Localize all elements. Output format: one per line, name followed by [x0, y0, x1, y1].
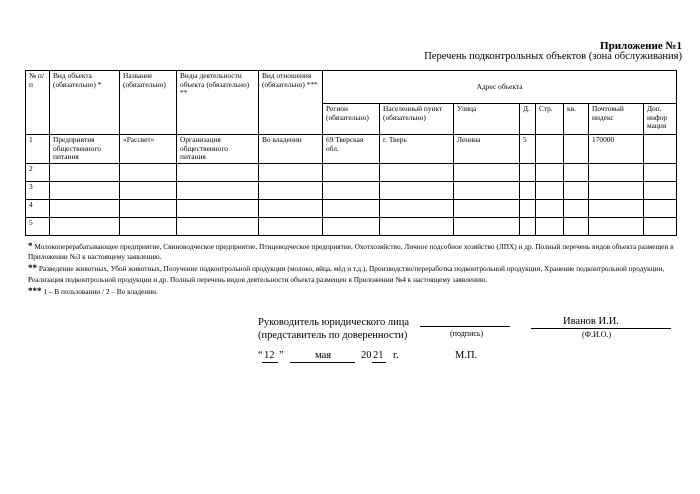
- header-postcode: Почтовый индекс: [589, 104, 644, 135]
- table-row: [26, 135, 677, 164]
- header-extra: Доп. инфор мация: [644, 104, 677, 135]
- table-row: [26, 163, 677, 181]
- signature-caption: (подпись): [450, 329, 484, 338]
- cell-relation: [259, 163, 323, 181]
- cell-locality: [380, 199, 454, 217]
- header-building: Стр.: [536, 104, 564, 135]
- cell-street: [454, 199, 520, 217]
- signer-subtitle: (представитель по доверенности): [258, 330, 408, 341]
- cell-activity: [177, 199, 259, 217]
- signature-line: [420, 326, 510, 327]
- header-activity: Виды деятельности объекта (обязательно) **: [177, 71, 259, 135]
- cell-apartment: [564, 217, 589, 235]
- cell-name: [120, 199, 177, 217]
- table-row: [26, 217, 677, 235]
- date-year-line: [372, 362, 386, 363]
- cell-street: Ленина: [454, 135, 520, 164]
- cell-building: [536, 199, 564, 217]
- objects-table: [25, 70, 677, 236]
- seal-label: М.П.: [455, 350, 478, 361]
- cell-extra: [644, 163, 677, 181]
- footnote-3-mark: ***: [28, 285, 42, 296]
- table-row: [26, 181, 677, 199]
- cell-postcode: [589, 181, 644, 199]
- header-house: Д.: [520, 104, 536, 135]
- header-locality: Населенный пункт (обязательно): [380, 104, 454, 135]
- cell-house: [520, 181, 536, 199]
- cell-region: [323, 181, 380, 199]
- cell-region: 69 Тверская обл.: [323, 135, 380, 164]
- cell-extra: [644, 181, 677, 199]
- cell-apartment: [564, 163, 589, 181]
- date-year-suffix: 21: [373, 350, 384, 361]
- date-day-line: [262, 362, 278, 363]
- cell-num: 4: [26, 199, 50, 217]
- name-line: [531, 328, 671, 329]
- footnote-2: [28, 262, 676, 284]
- header-region: Регион (обязательно): [323, 104, 380, 135]
- cell-house: [520, 199, 536, 217]
- footnote-3: [28, 285, 676, 297]
- cell-num: 5: [26, 217, 50, 235]
- header-apartment: кв.: [564, 104, 589, 135]
- name-caption: (Ф.И.О.): [582, 330, 612, 339]
- date-month-line: [290, 362, 355, 363]
- date-year-word: г.: [393, 350, 399, 361]
- footnote-3-text: 1 – В пользовании / 2 – Во владении.: [43, 286, 158, 296]
- cell-house: [520, 163, 536, 181]
- date-day: 12: [264, 350, 275, 361]
- cell-num: 2: [26, 163, 50, 181]
- cell-activity: [177, 163, 259, 181]
- cell-apartment: [564, 199, 589, 217]
- header-address: Адрес объекта: [323, 71, 677, 104]
- cell-region: [323, 163, 380, 181]
- cell-relation: Во владении: [259, 135, 323, 164]
- cell-name: [120, 217, 177, 235]
- footnotes: [28, 240, 676, 297]
- date-year-prefix: 20: [361, 350, 372, 361]
- cell-postcode: 170000: [589, 135, 644, 164]
- cell-extra: [644, 217, 677, 235]
- cell-relation: [259, 199, 323, 217]
- cell-object-type: [50, 217, 120, 235]
- date-open-quote: “: [258, 350, 263, 361]
- cell-activity: Организация общественного питания: [177, 135, 259, 164]
- cell-object-type: [50, 199, 120, 217]
- cell-name: [120, 163, 177, 181]
- cell-locality: г. Тверь: [380, 135, 454, 164]
- cell-postcode: [589, 163, 644, 181]
- header-object-type: Вид объекта (обязательно) *: [50, 71, 120, 135]
- cell-street: [454, 217, 520, 235]
- cell-activity: [177, 181, 259, 199]
- cell-relation: [259, 217, 323, 235]
- cell-building: [536, 181, 564, 199]
- cell-num: 3: [26, 181, 50, 199]
- cell-region: [323, 199, 380, 217]
- cell-street: [454, 181, 520, 199]
- cell-name: [120, 181, 177, 199]
- cell-building: [536, 217, 564, 235]
- signer-title: Руководитель юридического лица: [258, 317, 410, 328]
- header-relation: Вид отношения (обязательно) ***: [259, 71, 323, 135]
- cell-object-type: [50, 163, 120, 181]
- cell-region: [323, 217, 380, 235]
- date-month: мая: [315, 350, 332, 361]
- header-street: Улица: [454, 104, 520, 135]
- cell-locality: [380, 163, 454, 181]
- cell-apartment: [564, 135, 589, 164]
- footnote-2-text: Разведение животных, Убой животных, Получение подконтрольной продукции (молоко, яйца, мёд и т.д.), Производство/переработка подконтрольной продукции, Хранение подконтрольной продукции, Реализация подконтрольной продукции и др. Полный перечень видов деятельности объекта размещен в Приложении №4 к настоящему заявлению.: [28, 264, 665, 284]
- cell-locality: [380, 181, 454, 199]
- cell-locality: [380, 217, 454, 235]
- footnote-2-mark: **: [28, 263, 37, 274]
- cell-name: «Рассвет»: [120, 135, 177, 164]
- footnote-1-text: Молокоперерабатывающее предприятие, Свиноводческое предприятие, Птицеводческое предприятие, Охотхозяйство, Личное подсобное хозяйство (ЛПХ) и др. Полный перечень видов объекта размещен в Приложении №3 к настоящему заявлению.: [28, 242, 674, 262]
- cell-apartment: [564, 181, 589, 199]
- header-name: Название (обязательно): [120, 71, 177, 135]
- appendix-title: Приложение №1: [600, 40, 682, 52]
- cell-extra: [644, 199, 677, 217]
- cell-extra: [644, 135, 677, 164]
- cell-house: [520, 217, 536, 235]
- header-num: № п/п: [26, 71, 50, 135]
- cell-building: [536, 163, 564, 181]
- cell-street: [454, 163, 520, 181]
- cell-house: 5: [520, 135, 536, 164]
- cell-activity: [177, 217, 259, 235]
- cell-postcode: [589, 199, 644, 217]
- cell-num: 1: [26, 135, 50, 164]
- cell-building: [536, 135, 564, 164]
- footnote-1-mark: *: [28, 241, 33, 251]
- table-row: [26, 199, 677, 217]
- signer-name: Иванов И.И.: [563, 316, 619, 327]
- date-close-quote: ”: [279, 350, 284, 361]
- cell-postcode: [589, 217, 644, 235]
- cell-object-type: [50, 181, 120, 199]
- cell-relation: [259, 181, 323, 199]
- appendix-subtitle: Перечень подконтрольных объектов (зона обслуживания): [424, 51, 682, 62]
- cell-object-type: Предприятия общественного питания: [50, 135, 120, 164]
- footnote-1: [28, 240, 676, 262]
